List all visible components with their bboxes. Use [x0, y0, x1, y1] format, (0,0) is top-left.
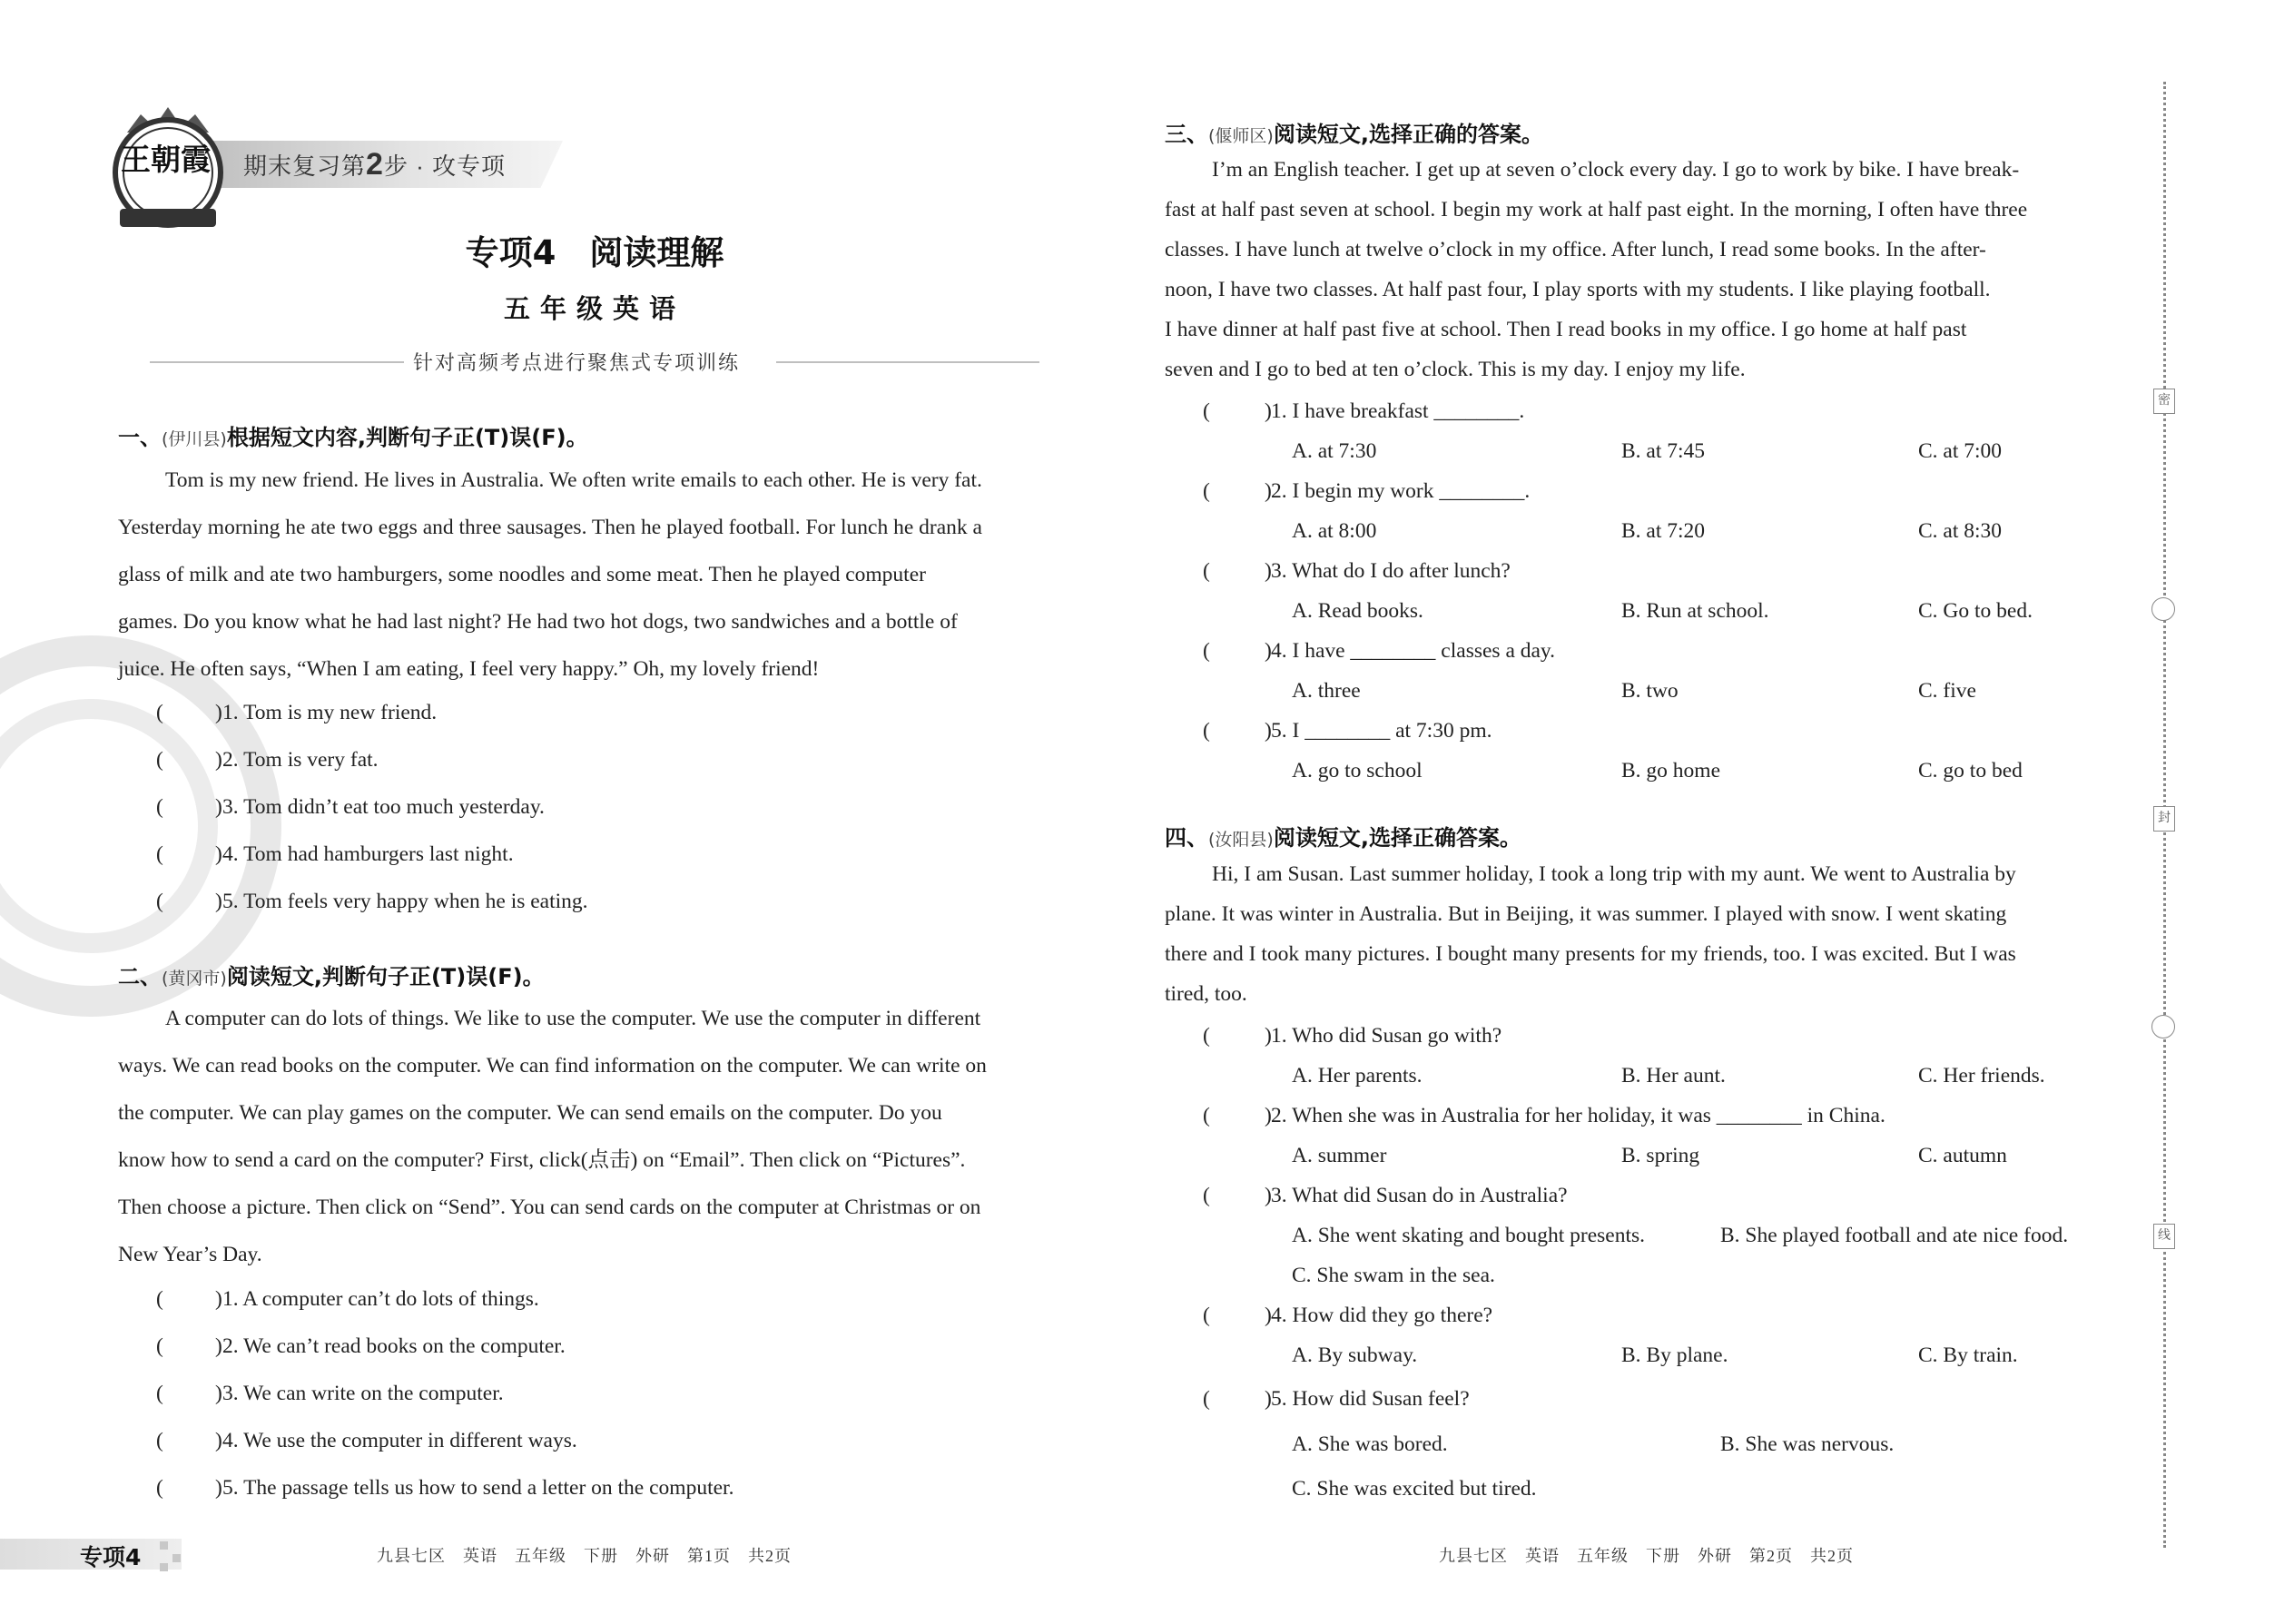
answer-blank[interactable]: (	[156, 1287, 163, 1311]
footer-decor	[160, 1541, 168, 1550]
question-4: 4. Tom had hamburgers last night.	[222, 842, 514, 866]
question-5: 5. I ________ at 7:30 pm.	[1271, 719, 1492, 743]
question-1: 1. I have breakfast ________.	[1271, 399, 1525, 423]
option-c[interactable]: C. By train.	[1918, 1343, 2018, 1367]
question-2: 2. I begin my work ________.	[1271, 479, 1531, 503]
passage-line: tired, too.	[1165, 982, 1247, 1006]
option-a[interactable]: A. at 8:00	[1292, 519, 1377, 543]
page-title: 专项4 阅读理解	[465, 233, 724, 272]
passage-line: know how to send a card on the computer? First, click(点击) on “Email”. Then click on “Pictures”.	[118, 1148, 966, 1172]
cut-mark: 封	[2153, 806, 2175, 832]
answer-blank[interactable]: (	[156, 1429, 163, 1452]
passage-line: I’m an English teacher. I get up at seven o’clock every day. I go to work by bike. I have break-	[1212, 158, 2020, 182]
option-b[interactable]: B. She played football and ate nice food.	[1720, 1224, 2069, 1247]
footer-decor	[160, 1563, 168, 1571]
option-b[interactable]: B. Run at school.	[1621, 599, 1769, 623]
section-4-passage	[1165, 854, 2113, 1014]
answer-blank[interactable]: (	[1203, 1184, 1210, 1207]
page-subtitle: 五年级英语	[503, 293, 685, 324]
option-a[interactable]: A. Her parents.	[1292, 1064, 1423, 1088]
option-c[interactable]: C. Go to bed.	[1918, 599, 2033, 623]
answer-blank[interactable]: (	[1203, 639, 1210, 663]
question-3: 3. What did Susan do in Australia?	[1271, 1184, 1568, 1207]
section-3-heading: 三、(偃师区)阅读短文,选择正确的答案。	[1165, 122, 1543, 147]
answer-blank[interactable]: (	[1203, 1024, 1210, 1048]
answer-blank-close: )	[1265, 1024, 1272, 1048]
answer-blank-close: )	[1265, 719, 1272, 743]
answer-blank[interactable]: (	[1203, 719, 1210, 743]
option-b[interactable]: B. at 7:20	[1621, 519, 1706, 543]
question-2: 2. We can’t read books on the computer.	[222, 1334, 566, 1358]
question-5: 5. Tom feels very happy when he is eating.	[222, 890, 588, 913]
answer-blank-close: )	[1265, 559, 1272, 583]
divider-left	[150, 361, 404, 363]
answer-blank[interactable]: (	[156, 701, 163, 724]
passage-line: games. Do you know what he had last night? He had two hot dogs, two sandwiches and a bottle of	[118, 610, 958, 634]
answer-blank[interactable]: (	[156, 890, 163, 913]
section-1-heading: 一、(伊川县)根据短文内容,判断句子正(T)误(F)。	[118, 425, 588, 450]
footer-page-info: 九县七区 英语 五年级 下册 外研 第1页 共2页	[377, 1547, 792, 1565]
question-4: 4. We use the computer in different ways.	[222, 1429, 577, 1452]
passage-line: Yesterday morning he ate two eggs and three sausages. Then he played football. For lunch he drank a	[118, 516, 982, 539]
answer-blank-close: )	[215, 748, 222, 772]
option-a[interactable]: A. three	[1292, 679, 1361, 703]
passage-line: there and I took many pictures. I bought many presents for my friends, too. I was excited. But I was	[1165, 942, 2016, 966]
answer-blank[interactable]: (	[1203, 559, 1210, 583]
section-1-passage	[118, 457, 1067, 693]
passage-line: I have dinner at half past five at school. Then I read books in my office. I go home at half past	[1165, 318, 1967, 341]
question-3: 3. What do I do after lunch?	[1271, 559, 1511, 583]
question-4: 4. I have ________ classes a day.	[1271, 639, 1556, 663]
question-4: 4. How did they go there?	[1271, 1304, 1493, 1327]
option-b[interactable]: B. spring	[1621, 1144, 1700, 1167]
question-5: 5. How did Susan feel?	[1271, 1387, 1470, 1411]
answer-blank-close: )	[215, 1334, 222, 1358]
binding-hole-icon	[2151, 597, 2175, 621]
question-1: 1. A computer can’t do lots of things.	[222, 1287, 539, 1311]
option-b[interactable]: B. Her aunt.	[1621, 1064, 1726, 1088]
tagline: 针对高频考点进行聚焦式专项训练	[413, 351, 741, 374]
question-2: 2. Tom is very fat.	[222, 748, 379, 772]
header-banner-text: 期末复习第2步 · 攻专项	[243, 147, 507, 182]
question-3: 3. Tom didn’t eat too much yesterday.	[222, 795, 545, 819]
option-c[interactable]: C. go to bed	[1918, 759, 2023, 782]
option-c[interactable]: C. She was excited but tired.	[1292, 1477, 1537, 1501]
option-c[interactable]: C. at 7:00	[1918, 439, 2003, 463]
answer-blank-close: )	[215, 890, 222, 913]
answer-blank[interactable]: (	[156, 795, 163, 819]
section-3-passage	[1165, 150, 2113, 389]
section-2-passage	[118, 995, 1067, 1278]
option-c[interactable]: C. five	[1918, 679, 1976, 703]
passage-line: seven and I go to bed at ten o’clock. This is my day. I enjoy my life.	[1165, 358, 1746, 381]
passage-line: juice. He often says, “When I am eating, I feel very happy.” Oh, my lovely friend!	[118, 657, 820, 681]
passage-line: A computer can do lots of things. We like to use the computer. We use the computer in different	[165, 1007, 981, 1030]
answer-blank-close: )	[1265, 479, 1272, 503]
passage-line: Hi, I am Susan. Last summer holiday, I took a long trip with my aunt. We went to Australia by	[1212, 862, 2016, 886]
option-b[interactable]: B. By plane.	[1621, 1343, 1728, 1367]
passage-line: glass of milk and ate two hamburgers, some noodles and some meat. Then he played computer	[118, 563, 926, 586]
answer-blank-close: )	[215, 1287, 222, 1311]
cut-mark: 线	[2153, 1224, 2175, 1249]
answer-blank-close: )	[215, 795, 222, 819]
question-5: 5. The passage tells us how to send a letter on the computer.	[222, 1476, 734, 1500]
footer-section-label: 专项4	[80, 1544, 142, 1570]
option-c[interactable]: C. Her friends.	[1918, 1064, 2045, 1088]
section-4-heading: 四、(汝阳县)阅读短文,选择正确答案。	[1165, 825, 1521, 851]
passage-line: the computer. We can play games on the computer. We can send emails on the computer. Do you	[118, 1101, 942, 1125]
answer-blank[interactable]: (	[1203, 399, 1210, 423]
answer-blank-close: )	[1265, 399, 1272, 423]
answer-blank[interactable]: (	[1203, 1387, 1210, 1411]
passage-line: Tom is my new friend. He lives in Australia. We often write emails to each other. He is very fat.	[165, 468, 982, 492]
option-a[interactable]: A. go to school	[1292, 759, 1423, 782]
option-b[interactable]: B. She was nervous.	[1720, 1432, 1895, 1456]
cut-mark: 密	[2153, 389, 2175, 414]
answer-blank-close: )	[215, 1429, 222, 1452]
answer-blank-close: )	[215, 701, 222, 724]
passage-line: classes. I have lunch at twelve o’clock in my office. After lunch, I read some books. In the after-	[1165, 238, 1986, 261]
answer-blank[interactable]: (	[1203, 1304, 1210, 1327]
passage-line: ways. We can read books on the computer. We can find information on the computer. We can write on	[118, 1054, 987, 1078]
answer-blank[interactable]: (	[1203, 1104, 1210, 1127]
option-a[interactable]: A. She was bored.	[1292, 1432, 1448, 1456]
option-c[interactable]: C. at 8:30	[1918, 519, 2003, 543]
binding-hole-icon	[2151, 1015, 2175, 1038]
option-a[interactable]: A. summer	[1292, 1144, 1387, 1167]
divider-right	[776, 361, 1039, 363]
brand-logo-text: 王朝霞	[121, 142, 211, 177]
answer-blank-close: )	[1265, 1304, 1272, 1327]
footer-decor	[172, 1554, 181, 1562]
answer-blank[interactable]: (	[156, 1334, 163, 1358]
answer-blank-close: )	[1265, 1387, 1272, 1411]
passage-line: Then choose a picture. Then click on “Send”. You can send cards on the computer at Christmas or on	[118, 1196, 981, 1219]
option-c[interactable]: C. She swam in the sea.	[1292, 1264, 1495, 1287]
passage-line: plane. It was winter in Australia. But in Beijing, it was summer. I played with snow. I went skating	[1165, 902, 2007, 926]
answer-blank[interactable]: (	[156, 748, 163, 772]
passage-line: fast at half past seven at school. I begin my work at half past eight. In the morning, I often have three	[1165, 198, 2028, 221]
option-a[interactable]: A. She went skating and bought presents.	[1292, 1224, 1646, 1247]
section-2-heading: 二、(黄冈市)阅读短文,判断句子正(T)误(F)。	[118, 964, 545, 989]
answer-blank-close: )	[215, 1476, 222, 1500]
answer-blank[interactable]: (	[156, 1382, 163, 1405]
answer-blank-close: )	[1265, 1104, 1272, 1127]
question-3: 3. We can write on the computer.	[222, 1382, 504, 1405]
question-1: 1. Tom is my new friend.	[222, 701, 438, 724]
answer-blank-close: )	[215, 1382, 222, 1405]
option-b[interactable]: B. go home	[1621, 759, 1721, 782]
passage-line: noon, I have two classes. At half past four, I play sports with my students. I like playing football.	[1165, 278, 1991, 301]
option-a[interactable]: A. By subway.	[1292, 1343, 1418, 1367]
option-c[interactable]: C. autumn	[1918, 1144, 2007, 1167]
question-1: 1. Who did Susan go with?	[1271, 1024, 1502, 1048]
option-a[interactable]: A. at 7:30	[1292, 439, 1377, 463]
passage-line: New Year’s Day.	[118, 1243, 262, 1266]
option-b[interactable]: B. two	[1621, 679, 1679, 703]
answer-blank-close: )	[1265, 1184, 1272, 1207]
answer-blank[interactable]: (	[156, 1476, 163, 1500]
answer-blank[interactable]: (	[1203, 479, 1210, 503]
right-page	[1147, 0, 2294, 1624]
answer-blank-close: )	[1265, 639, 1272, 663]
question-2: 2. When she was in Australia for her holiday, it was ________ in China.	[1271, 1104, 1885, 1127]
answer-blank[interactable]: (	[156, 842, 163, 866]
option-a[interactable]: A. Read books.	[1292, 599, 1423, 623]
option-b[interactable]: B. at 7:45	[1621, 439, 1706, 463]
footer-page-info: 九县七区 英语 五年级 下册 外研 第2页 共2页	[1439, 1547, 1854, 1565]
answer-blank-close: )	[215, 842, 222, 866]
